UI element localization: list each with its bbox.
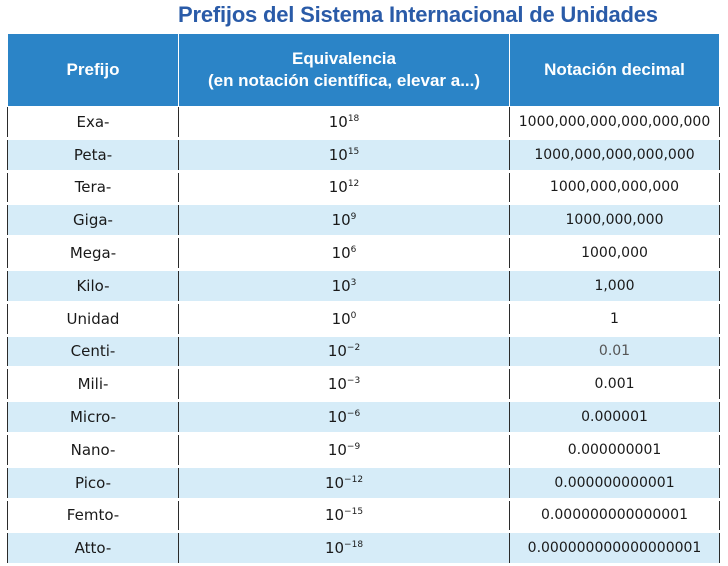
equivalence-cell <box>179 237 510 270</box>
power-exponent: 3 <box>350 277 357 288</box>
power-exponent: 0 <box>350 310 357 321</box>
header-equivalence <box>179 34 510 107</box>
power-base: 10 <box>328 145 348 164</box>
table-row <box>8 269 720 302</box>
power-base: 10 <box>324 539 345 558</box>
prefix-cell: Mili- <box>8 368 179 401</box>
equivalence-cell <box>179 401 510 434</box>
power-exponent: −15 <box>344 507 364 518</box>
power-base: 10 <box>327 375 347 394</box>
prefix-cell: Exa- <box>8 107 179 139</box>
equivalence-cell <box>179 171 510 204</box>
header-equivalence-line2: (en notación científica, elevar a...) <box>207 71 481 90</box>
power-exponent: −2 <box>346 343 361 354</box>
prefix-cell: Peta- <box>8 138 179 171</box>
power-base: 10 <box>324 506 345 525</box>
page-title: Prefijos del Sistema Internacional de Unidades <box>178 2 658 27</box>
table-row <box>8 532 720 565</box>
decimal-cell: 1000,000,000,000,000 <box>510 138 720 171</box>
table-row <box>8 107 720 139</box>
table-row <box>8 433 720 466</box>
prefix-cell: Mega- <box>8 237 179 270</box>
table-row <box>8 237 720 270</box>
power-base: 10 <box>331 309 351 328</box>
decimal-cell: 1 <box>510 302 720 335</box>
power-exponent: −3 <box>346 376 361 387</box>
equivalence-cell <box>179 433 510 466</box>
prefix-cell: Giga- <box>8 204 179 237</box>
decimal-cell: 1,000 <box>510 269 720 302</box>
power-exponent: 6 <box>350 245 357 256</box>
prefix-cell: Unidad <box>8 302 179 335</box>
table-header-row <box>8 34 720 107</box>
equivalence-cell <box>179 368 510 401</box>
power-base: 10 <box>327 342 347 361</box>
prefix-cell: Atto- <box>8 532 179 565</box>
power-base: 10 <box>327 440 347 459</box>
decimal-cell: 0.000000000001 <box>510 466 720 499</box>
table-row <box>8 499 720 532</box>
decimal-cell: 0.000000000000000001 <box>510 532 720 565</box>
prefix-cell: Tera- <box>8 171 179 204</box>
power-base: 10 <box>331 244 351 263</box>
decimal-cell: 1000,000,000,000 <box>510 171 720 204</box>
table-row <box>8 368 720 401</box>
prefix-cell: Pico- <box>8 466 179 499</box>
decimal-cell: 1000,000 <box>510 237 720 270</box>
table-row <box>8 204 720 237</box>
prefix-cell: Micro- <box>8 401 179 434</box>
header-prefix: Prefijo <box>8 34 179 107</box>
power-base: 10 <box>331 211 351 230</box>
equivalence-cell <box>179 532 510 565</box>
equivalence-cell <box>179 466 510 499</box>
power-base: 10 <box>328 112 348 131</box>
power-exponent: −12 <box>344 474 364 485</box>
header-decimal: Notación decimal <box>510 34 720 107</box>
table-row <box>8 138 720 171</box>
power-exponent: −18 <box>344 540 364 551</box>
prefix-cell: Femto- <box>8 499 179 532</box>
equivalence-cell <box>179 499 510 532</box>
header-equivalence-line1: Equivalencia <box>292 49 396 68</box>
power-exponent: 12 <box>347 179 360 190</box>
prefix-cell: Nano- <box>8 433 179 466</box>
prefix-cell: Kilo- <box>8 269 179 302</box>
equivalence-cell <box>179 107 510 139</box>
power-exponent: −9 <box>346 441 361 452</box>
power-base: 10 <box>327 408 347 427</box>
equivalence-cell <box>179 138 510 171</box>
power-exponent: 18 <box>347 113 360 124</box>
decimal-cell: 1000,000,000 <box>510 204 720 237</box>
decimal-cell: 1000,000,000,000,000,000 <box>510 107 720 139</box>
table-row <box>8 335 720 368</box>
decimal-cell: 0.000000001 <box>510 433 720 466</box>
power-exponent: −6 <box>346 409 361 420</box>
equivalence-cell <box>179 302 510 335</box>
equivalence-cell <box>179 204 510 237</box>
equivalence-cell <box>179 335 510 368</box>
power-base: 10 <box>331 276 351 295</box>
power-base: 10 <box>324 473 345 492</box>
equivalence-cell <box>179 269 510 302</box>
table-row <box>8 171 720 204</box>
si-prefix-table <box>7 33 719 566</box>
decimal-cell: 0.01 <box>510 335 720 368</box>
power-exponent: 15 <box>347 146 360 157</box>
power-base: 10 <box>328 178 348 197</box>
decimal-cell: 0.000001 <box>510 401 720 434</box>
decimal-cell: 0.000000000000001 <box>510 499 720 532</box>
table-row <box>8 302 720 335</box>
table-row <box>8 466 720 499</box>
prefix-cell: Centi- <box>8 335 179 368</box>
table-row <box>8 401 720 434</box>
decimal-cell: 0.001 <box>510 368 720 401</box>
power-exponent: 9 <box>350 212 357 223</box>
